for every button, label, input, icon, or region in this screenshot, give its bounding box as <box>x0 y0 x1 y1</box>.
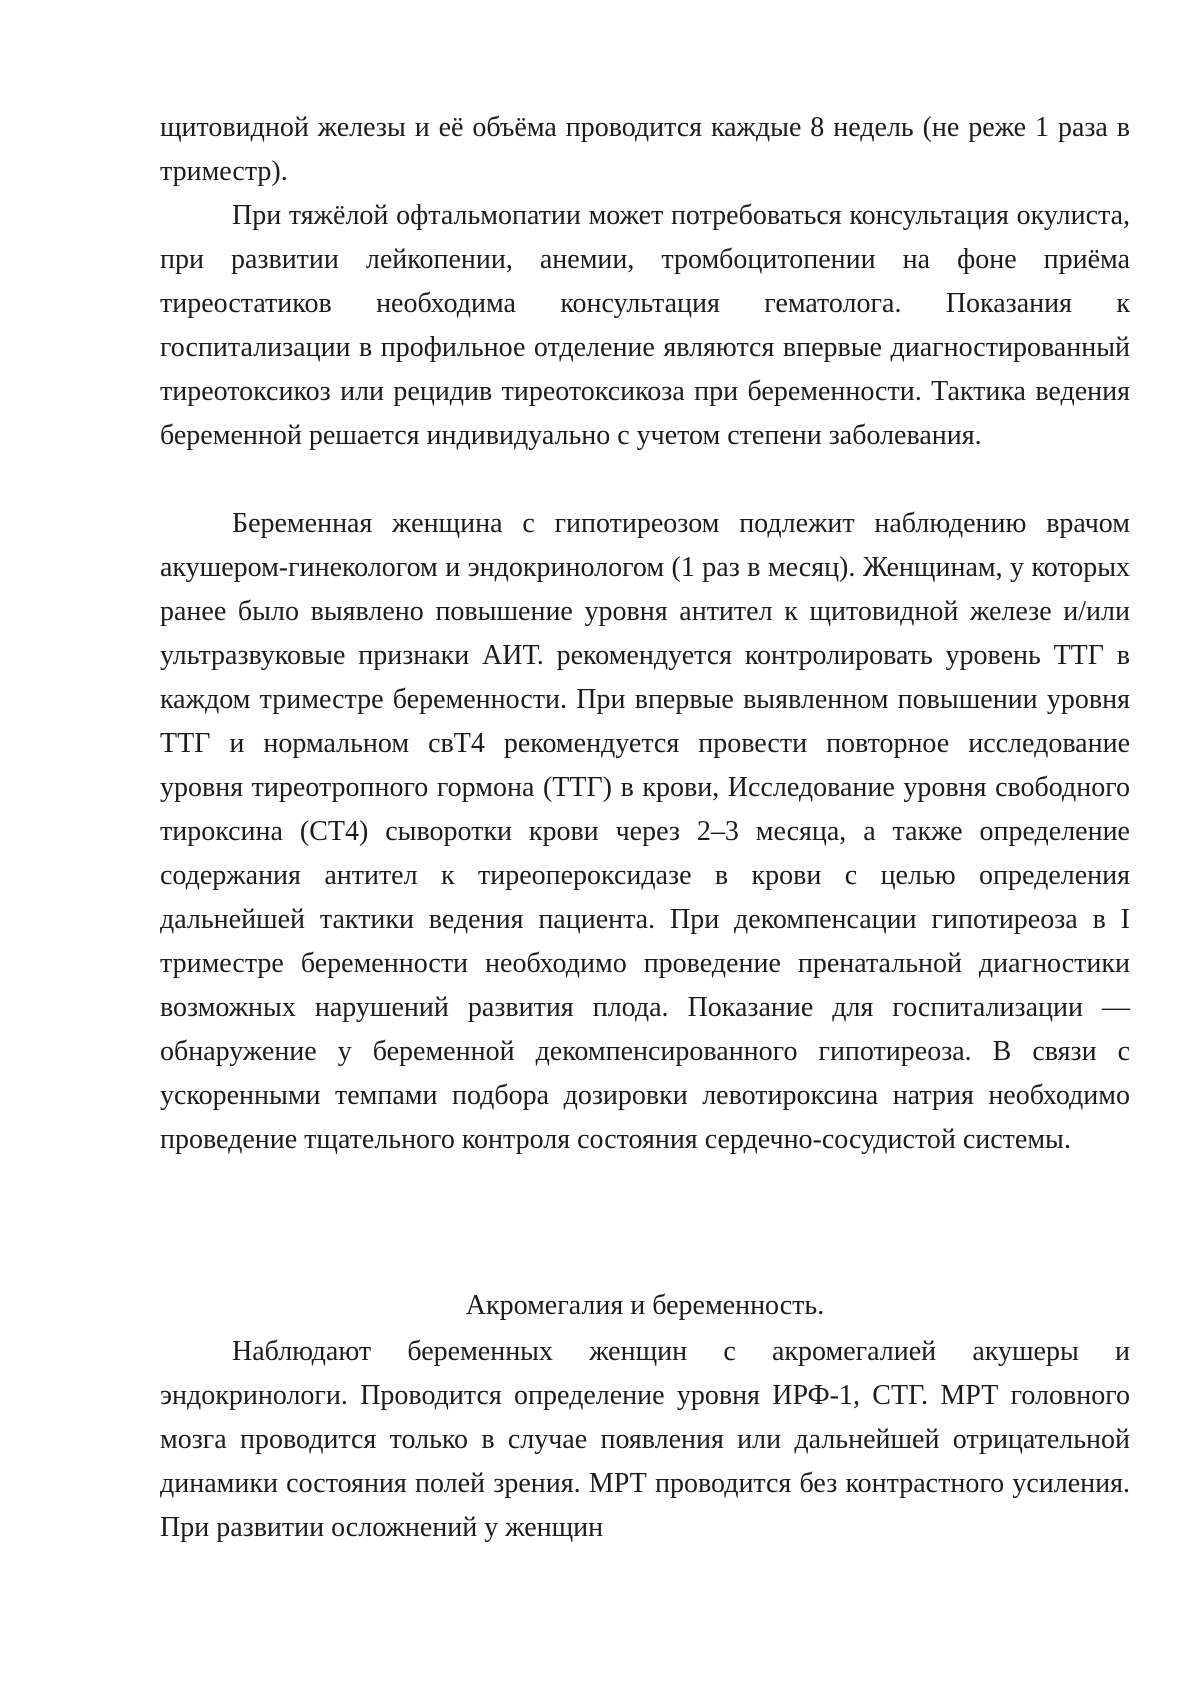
paragraph-hypothyroidism: Беременная женщина с гипотиреозом подлежит наблюдению врачом акушером-гинекологом и эндокринологом (1 раз в месяц). Женщинам, у которых ранее было выявлено повышение уровня антител к щитовидной железе и/или ультразвуковые признаки АИТ. рекомендуется контролировать уровень ТТГ в каждом триместре беременности. При впервые выявленном повышении уровня ТТГ и нормальном свТ4 рекомендуется провести повторное исследование уровня тиреотропного гормона (ТТГ) в крови, Исследование уровня свободного тироксина (СТ4) сыворотки крови через 2–3 месяца, а также определение содержания антител к тиреопероксидазе в крови с целью определения дальнейшей тактики ведения пациента. При декомпенсации гипотиреоза в I триместре беременности необходимо проведение пренатальной диагностики возможных нарушений развития плода. Показание для госпитализации — обнаружение у беременной декомпенсированного гипотиреоза. В связи с ускоренными темпами подбора дозировки левотироксина натрия необходимо проведение тщательного контроля состояния сердечно-сосудистой системы. <box>160 508 1130 1155</box>
section-heading: Акромегалия и беременность. <box>465 1290 825 1321</box>
paragraph-ophthalmopathy: При тяжёлой офтальмопатии может потребоваться консультация окулиста, при развитии лейкопении, анемии, тромбоцитопении на фоне приёма тиреостатиков необходима консультация гематолога. Показания к госпитализации в профильное отделение являются впервые диагностированный тиреотоксикоз или рецидив тиреотоксикоза при беременности. Тактика ведения беременной решается индивидуально с учетом степени заболевания. <box>160 200 1130 451</box>
paragraph-acromegaly: Наблюдают беременных женщин с акромегалией акушеры и эндокринологи. Проводится определение уровня ИРФ-1, СТГ. МРТ головного мозга проводится только в случае появления или дальнейшей отрицательной динамики состояния полей зрения. МРТ проводится без контрастного усиления. При развитии осложнений у женщин <box>160 1336 1130 1543</box>
paragraph-continuation: щитовидной железы и её объёма проводится каждые 8 недель (не реже 1 раза в триместр). <box>160 112 1130 187</box>
